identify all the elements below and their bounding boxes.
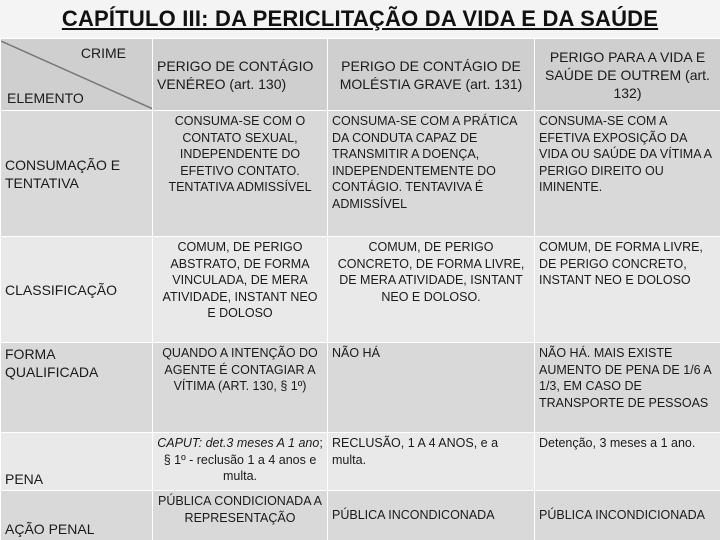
row-label-acao-penal: AÇÃO PENAL (1, 491, 153, 540)
pena-paragraph-text: ; § 1º - reclusão 1 a 4 anos e multa. (163, 436, 323, 483)
cell-pena-art130 (153, 433, 328, 491)
row-label-forma-qualificada: FORMA QUALIFICADA (1, 343, 153, 433)
cell-pena-art132: Detenção, 3 meses a 1 ano. (535, 433, 720, 491)
cell-consumacao-art131: CONSUMA-SE COM A PRÁTICA DA CONDUTA CAPAZ DE TRANSMITIR A DOENÇA, INDEPENDENTEMENTE DO CONTÁGIO. TENTAVIVA É ADMISSÍVEL (328, 111, 535, 237)
cell-classificacao-art130: COMUM, DE PERIGO ABSTRATO, DE FORMA VINCULADA, DE MERA ATIVIDADE, INSTANT NEO E DOLOSO (153, 237, 328, 343)
cell-forma-art131: NÃO HÁ (328, 343, 535, 433)
corner-label-element: ELEMENTO (7, 89, 84, 106)
row-label-pena: PENA (1, 433, 153, 491)
page-title: CAPÍTULO III: DA PERICLITAÇÃO DA VIDA E DA SAÚDE (61, 6, 659, 31)
table-row (1, 111, 720, 237)
table-row (1, 491, 720, 540)
corner-cell (1, 39, 153, 111)
cell-consumacao-art132: CONSUMA-SE COM A EFETIVA EXPOSIÇÃO DA VIDA OU SAÚDE DA VÍTIMA A PERIGO DIREITO OU IMINENTE. (535, 111, 720, 237)
cell-classificacao-art131: COMUM, DE PERIGO CONCRETO, DE FORMA LIVRE, DE MERA ATIVIDADE, ISNTANT NEO E DOLOSO. (328, 237, 535, 343)
row-label-classificacao: CLASSIFICAÇÃO (1, 237, 153, 343)
cell-forma-art130: QUANDO A INTENÇÃO DO AGENTE É CONTAGIAR A VÍTIMA (ART. 130, § 1º) (153, 343, 328, 433)
corner-label-crime: CRIME (80, 45, 126, 61)
cell-classificacao-art132: COMUM, DE FORMA LIVRE, DE PERIGO CONCRETO, INSTANT NEO E DOLOSO (535, 237, 720, 343)
cell-forma-art132: NÃO HÁ. MAIS EXISTE AUMENTO DE PENA DE 1/6 A 1/3, EM CASO DE TRANSPORTE DE PESSOAS (535, 343, 720, 433)
cell-acao-art132: PÚBLICA INCONDICIONADA (535, 491, 720, 540)
table-row (1, 343, 720, 433)
table-row (1, 237, 720, 343)
column-header-art130: PERIGO DE CONTÁGIO VENÉREO (art. 130) (153, 39, 328, 111)
cell-pena-art131: RECLUSÃO, 1 A 4 ANOS, e a multa. (328, 433, 535, 491)
comparison-table (0, 38, 720, 540)
cell-consumacao-art130: CONSUMA-SE COM O CONTATO SEXUAL, INDEPENDENTE DO EFETIVO CONTATO. TENTATIVA ADMISSÍVEL (153, 111, 328, 237)
column-header-art132: PERIGO PARA A VIDA E SAÚDE DE OUTREM (art. 132) (535, 39, 720, 111)
table-row (1, 433, 720, 491)
table-header-row (1, 39, 720, 111)
pena-caput-text: CAPUT: det.3 meses A 1 ano (157, 436, 320, 450)
row-label-consumacao: CONSUMAÇÃO E TENTATIVA (1, 111, 153, 237)
column-header-art131: PERIGO DE CONTÁGIO DE MOLÉSTIA GRAVE (art. 131) (328, 39, 535, 111)
cell-acao-art130: PÚBLICA CONDICIONADA A REPRESENTAÇÃO (153, 491, 328, 540)
cell-acao-art131: PÚBLICA INCONDICONADA (328, 491, 535, 540)
